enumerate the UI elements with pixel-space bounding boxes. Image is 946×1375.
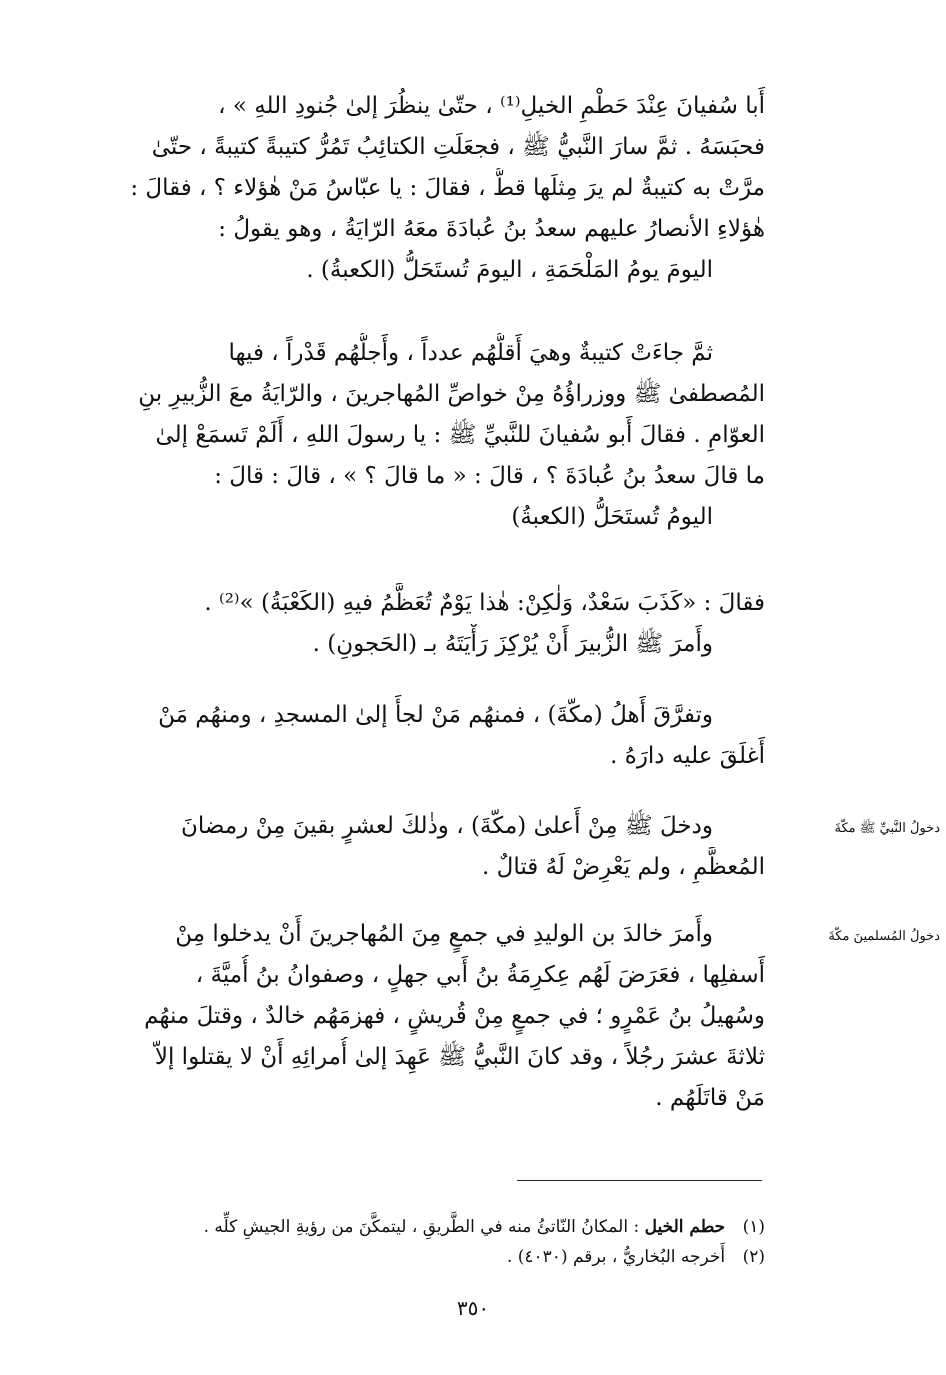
text-line: هٰؤلاءِ الأنصارُ عليهم سعدُ بنُ عُبادَةَ معَهُ الرّايَةُ ، وهو يقولُ : bbox=[218, 216, 765, 242]
text-line: المُعظَّمِ ، ولم يَعْرِضْ لَهُ قتالٌ . bbox=[482, 854, 765, 880]
page-number: ٣٥٠ bbox=[456, 1296, 490, 1320]
text-line: مرَّتْ به كتيبةٌ لم يرَ مِثلَها قطُّ ، فقالَ : يا عبّاسُ مَنْ هٰؤلاء ؟ ، فقالَ : bbox=[130, 175, 765, 201]
text-line: المُصطفىٰ ﷺ ووزراؤُهُ مِنْ خواصِّ المُهاجرينَ ، والرّايَةُ معَ الزُّبيرِ بنِ bbox=[138, 381, 765, 407]
footnote-2 bbox=[100, 1242, 765, 1272]
text-line: ثمَّ جاءَتْ كتيبةٌ وهيَ أَقلُّهُم عدداً ، وأَجلُّهُم قَدْراً ، فيها bbox=[228, 340, 713, 366]
text-line: وتفرَّقَ أَهلُ (مكّةَ) ، فمنهُم مَنْ لجأَ إلىٰ المسجدِ ، ومنهُم مَنْ bbox=[158, 702, 713, 728]
footnotes bbox=[100, 1212, 765, 1272]
text-line: مَنْ قاتَلَهُم . bbox=[655, 1085, 765, 1111]
text-line: ما قالَ سعدُ بنُ عُبادَةَ ؟ ، قالَ : « ما قالَ ؟ » ، قالَ : قالَ : bbox=[214, 463, 765, 489]
paragraph-2 bbox=[100, 333, 765, 538]
footnote-number: (٢) bbox=[742, 1247, 765, 1267]
text-line: أَبا سُفيانَ عِنْدَ حَطْمِ الخيلِ⁽¹⁾ ، حتّىٰ ينظُرَ إلىٰ جُنودِ اللهِ » ، bbox=[218, 93, 765, 119]
text-line: فحبَسَهُ . ثمَّ سارَ النَّبيُّ ﷺ ، فجعَلَتِ الكتائِبُ تَمُرُّ كتيبةً كتيبةً ، حتّىٰ bbox=[151, 134, 765, 160]
footnote-1 bbox=[100, 1212, 765, 1242]
footnote-text: : المكانُ النّاتئُ منه في الطَّريقِ ، ليتمكَّنَ من رؤيةِ الجيشِ كلِّه . bbox=[203, 1217, 640, 1237]
footnote-term: حطم الخيل bbox=[644, 1217, 726, 1237]
text-line: وأَمرَ خالدَ بن الوليدِ في جمعٍ مِنَ المُهاجرينَ أَنْ يدخلوا مِنْ bbox=[175, 921, 713, 947]
text-line: أَغلَقَ عليه دارَهُ . bbox=[610, 743, 765, 769]
footnote-text: أَخرجه البُخاريُّ ، برقم (٤٠٣٠) . bbox=[506, 1247, 726, 1267]
paragraph-3 bbox=[100, 583, 765, 665]
quote-line: اليومُ تُستَحَلُّ (الكعبةُ) bbox=[511, 504, 713, 530]
text-line: أَسفلِها ، فعَرَضَ لَهُم عِكرِمَةُ بنُ أَبي جهلٍ ، وصفوانُ بنُ أُميَّةَ ، bbox=[195, 962, 765, 988]
text-line: ودخلَ ﷺ مِنْ أَعلىٰ (مكّةَ) ، وذٰلكَ لعشرٍ بقينَ مِنْ رمضانَ bbox=[181, 813, 713, 839]
text-line: وأَمرَ ﷺ الزُّبيرَ أَنْ يُرْكِزَ رَأْيَتَهُ بـ (الحَجونِ) . bbox=[312, 631, 713, 657]
quote-line: اليومَ يومُ المَلْحَمَةِ ، اليومَ تُستَحَلُّ (الكعبةُ) . bbox=[306, 257, 713, 283]
paragraph-1 bbox=[100, 86, 765, 291]
footnote-divider bbox=[517, 1180, 762, 1181]
paragraph-6 bbox=[100, 914, 765, 1119]
text-line: وسُهيلُ بنُ عَمْرٍو ؛ في جمعٍ مِنْ قُريشٍ ، فهزمَهُم خالدٌ ، وقتلَ منهُم bbox=[144, 1003, 765, 1029]
text-line: فقالَ : «كَذَبَ سَعْدٌ، وَلٰكِنْ: هٰذا يَوْمٌ تُعَظَّمُ فيهِ (الكَعْبَةُ) »⁽²⁾ . bbox=[204, 590, 765, 616]
margin-note-prophet-entry: دخولُ النَّبيِّ ﷺ مكّةَ bbox=[834, 821, 940, 836]
text-line: العوّامِ . فقالَ أَبو سُفيانَ للنَّبيِّ ﷺ : يا رسولَ اللهِ ، أَلَمْ تَسمَعْ إلىٰ bbox=[155, 422, 765, 448]
footnote-number: (١) bbox=[742, 1217, 765, 1237]
paragraph-4 bbox=[100, 695, 765, 777]
text-line: ثلاثةَ عشرَ رجُلاً ، وقد كانَ النَّبيُّ ﷺ عَهِدَ إلىٰ أُمرائِهِ أَنْ لا يقتلوا إلاّ bbox=[154, 1044, 765, 1070]
margin-note-muslims-entry: دخولُ المُسلمينَ مكّةَ bbox=[828, 929, 940, 944]
paragraph-5 bbox=[100, 806, 765, 888]
